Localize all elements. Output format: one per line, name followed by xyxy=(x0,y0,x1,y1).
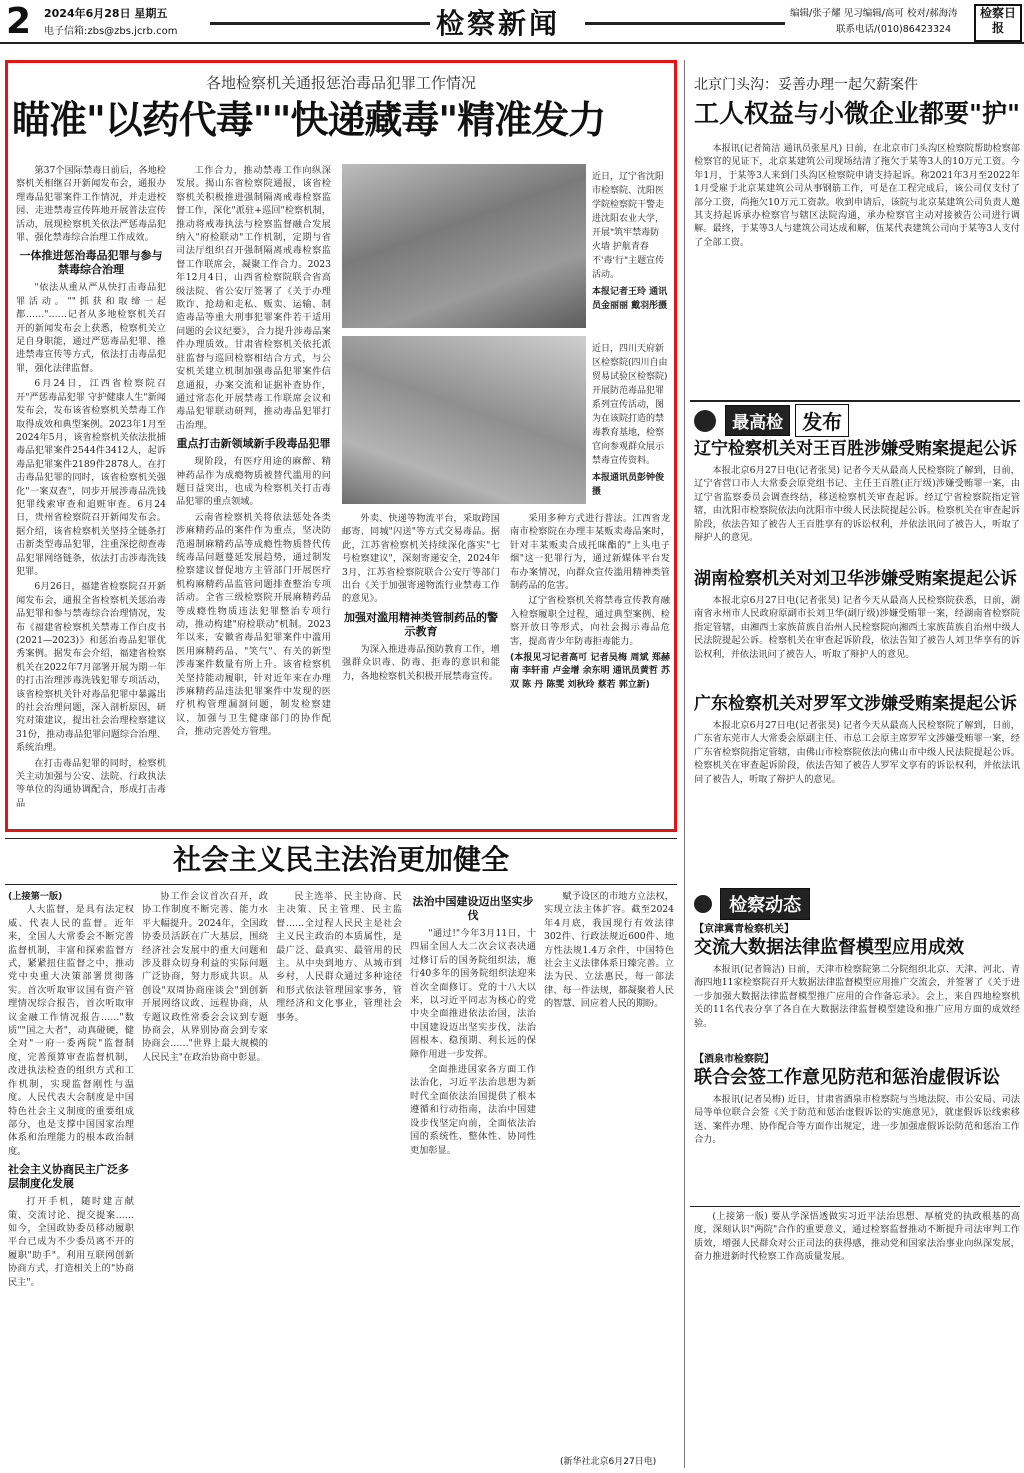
lead-kicker: 各地检察机关通报惩治毒品犯罪工作情况 xyxy=(205,74,476,92)
prosecutor-emblem-icon xyxy=(694,895,712,913)
zuigaojian-item-body xyxy=(694,464,1020,544)
zuigaojian-list xyxy=(694,438,1020,823)
lead-byline: (本报见习记者高可 记者吴梅 周斌 郑赫南 李轩甫 卢金增 余东明 通讯员黄哲 苏双 陈 丹 陈雯 刘秋玲 蔡若 郭立新) xyxy=(510,653,670,690)
lead-subhead: 加强对滥用精神类管制药品的警示教育 xyxy=(344,610,498,638)
lead-col-1 xyxy=(16,164,166,824)
editorial-credit: (新华社北京6月27日电) xyxy=(560,1457,657,1467)
photo-caption-text: 近日，辽宁省沈阳市检察院、沈阳医学院检察院干警走进沈阳农业大学，开展"筑牢禁毒防火墙 护航青春不'毒'行"主题宣传活动。 xyxy=(592,172,665,280)
dongtai-item xyxy=(694,920,1020,1050)
zuigaojian-item xyxy=(694,438,1020,568)
date-line: 2024年6月28日 星期五 xyxy=(44,7,168,20)
editorial-col-1 xyxy=(8,890,134,1468)
zuigaojian-paragraph: 本报北京6月27日电(记者张昊) 记者今天从最高人民检察院了解到，日前，辽宁省营口市人大常委会原党组书记、主任王百胜(正厅级)涉嫌受贿罪一案，由辽宁省监察委员会调查终结，移送检察机关审查起诉。经辽宁省检察院指定管辖，由沈阳市检察院依法向沈阳市中级人民法院提起公诉。检察机关在审查起诉阶段，依法告知了被告人王百胜享有的诉讼权利，并依法讯问了被告人，听取了辩护人的意见。 xyxy=(694,465,1020,544)
right-top-paragraph: 本报讯(记者简洁 通讯员张星凡) 日前，在北京市门头沟区检察院帮助检察部检察官的见证下，北京某建筑公司现场结清了拖欠于某等3人的10万元工资。今年1月，于某等3人来到门头沟区检察院申请支持起诉。称2021年3月至2022年1月受雇于北京某建筑公司从事钢筋工作，可是在工程完成后，该公司仅支付了部分工资，尚拖欠10万元工资款。收到申请后，该院与北京某建筑公司负责人邀其支持起诉承办检察官与辖区法院沟通，承办检察官主动对接被告公司进行调解。最终，于某等3人与建筑公司达成和解，伍某代表建筑公司向于某等3人支付了全部工资。 xyxy=(694,143,1020,248)
masthead-bottom-rule xyxy=(0,42,1024,44)
photo-credit: 本报通讯员彭钟俊摄 xyxy=(592,473,665,497)
newspaper-logo xyxy=(974,4,1022,42)
zuigaojian-item-body xyxy=(694,719,1020,786)
photo-credit: 本报记者王玲 通讯员金丽丽 戴羽彤摄 xyxy=(592,287,668,311)
logo-text: 检察日报 xyxy=(979,6,1016,35)
lead-paragraph: 辽宁省检察机关将禁毒宣传教育融入检察履职全过程，通过典型案例、检察开放日等形式，向社会揭示毒品危害，提高青少年防毒拒毒能力。 xyxy=(510,595,670,647)
editorial-headline: 社会主义民主法治更加健全 xyxy=(172,843,509,876)
lead-paragraph: 第37个国际禁毒日前后，各地检察机关相继召开新闻发布会，通报办理毒品犯罪案件工作情况，并走进校园、走进禁毒宣传阵地开展普法宣传活动，展现检察机关依法严惩毒品犯罪、强化禁毒综合治理工作成效。 xyxy=(16,165,166,244)
zuigaojian-paragraph: 本报北京6月27日电(记者张昊) 记者今天从最高人民检察院获悉，日前，湖南省永州市人民政府原副市长刘卫华(副厅级)涉嫌受贿罪一案，经湖南省检察院指定管辖，由湘西土家族苗族自治州人民检察院向湘西土家族苗族自治州中级人民法院提起公诉。检察机关在审查起诉阶段，依法告知了被告人刘卫华享有的诉讼权利，并依法讯问了被告人，听取了辩护人的意见。 xyxy=(694,595,1020,660)
right-top-headline: 工人权益与小微企业都要"护" xyxy=(694,99,1021,128)
zuigaojian-item xyxy=(694,568,1020,693)
editorial-paragraph: 打开手机，随时建言献策、交流讨论、提交提案……如今，全国政协委员移动履职平台已成为不少委员离不开的履职"助手"。利用互联网创新协商方式，打造相关上的"协商民主"。 xyxy=(8,1196,134,1288)
dongtai-title: 交流大数据法律监督模型应用成效 xyxy=(694,937,964,958)
lead-col-2 xyxy=(176,164,331,824)
lead-paragraph: "依法从重从严从快打击毒品犯罪活动。""抓获和取缔一起都……"……记者从多地检察机关召开的新闻发布会上获悉，检察机关立足自身职能，通过严惩毒品犯罪、推进禁毒宣传等方式，依法打击毒品犯罪，强化法律监督。 xyxy=(16,282,166,374)
editorial-rule-top xyxy=(5,838,677,839)
masthead-rule-left xyxy=(210,22,430,25)
zuigaojian-tag: 最高检 xyxy=(725,405,790,436)
email-line: 电子信箱:zbs@zbs.jcrb.com xyxy=(44,26,178,37)
continued-article xyxy=(694,1210,1020,1468)
editorial-paragraph: 协工作会议首次召开，政协工作制度不断完善、能力水平大幅提升。2024年，全国政协委员活跃在广大基层，围绕经济社会发展中的重大问题和涉及群众切身利益的实际问题广泛协商，努力形成共识。从创设"双周协商座谈会"到创新开展网络议政、远程协商，从专题议政性常委会会议到专题协商会，从界别协商会到专家协商会……"世界上最大规模的人民民主"在政治协商中彰显。 xyxy=(142,891,268,1063)
editorial-col-4 xyxy=(544,890,674,1450)
jiancha-dongtai-tag: 检察动态 xyxy=(720,888,810,920)
lead-paragraph: 在打击毒品犯罪的同时，检察机关主动加强与公安、法院、行政执法等单位的沟通协调配合，形成打击毒品 xyxy=(16,757,166,809)
editors-line: 编辑/张子耀 见习编辑/高可 校对/郝海涛 xyxy=(790,8,958,19)
dongtai-source: 【酒泉市检察院】 xyxy=(694,1054,774,1065)
zuigaojian-rule xyxy=(690,400,1020,402)
lead-headline: 瞄准"以药代毒""快递藏毒"精准发力 xyxy=(12,97,606,142)
editorial-col-2 xyxy=(142,890,268,1468)
continued-paragraph: (上接第一版) 要从学深悟透做实习近平法治思想、厚植党的执政根基的高度，深刻认识"两院"合作的重要意义，通过检察监督推动不断提升司法审判工作质效，增强人民群众对公正司法的获得感，推动党和国家法治事业向纵深发展，奋力推进新时代检察工作高质量发展。 xyxy=(694,1211,1020,1263)
editorial-paragraph: 赋予设区的市地方立法权，实现立法主体扩容。截至2024年4月底，我国现行有效法律302件、行政法规近600件、地方性法规1.4万余件，中国特色社会主义法律体系日臻完善。立法为民、立法惠民，每一部法律、每一件法规，都凝聚着人民的智慧、回应着人民的期盼。 xyxy=(544,891,674,1010)
lead-col-4 xyxy=(510,512,670,824)
lead-paragraph: 为深入推进毒品预防教育工作，增强群众识毒、防毒、拒毒的意识和能力，各地检察机关积极开展禁毒宣传。 xyxy=(342,643,500,682)
lead-paragraph: 采用多种方式进行普法。江西省龙南市检察院在办理丰某贩卖毒品案时，针对丰某贩卖合成托咪酯的"上头电子烟"这一犯罪行为，通过新媒体平台发布办案情况，向群众宣传滥用精神类管制药品的危害。 xyxy=(510,513,670,592)
zuigaojian-item-title: 辽宁检察机关对王百胜涉嫌受贿案提起公诉 xyxy=(694,439,1017,459)
fabu-tag: 发布 xyxy=(795,404,849,437)
editorial-subhead: 社会主义协商民主广泛多层制度化发展 xyxy=(8,1163,129,1191)
dongtai-body xyxy=(694,1093,1020,1147)
phone-line: 联系电话/(010)86423324 xyxy=(836,24,952,35)
dongtai-title: 联合会签工作意见防范和惩治虚假诉讼 xyxy=(694,1067,1000,1088)
editorial-from-line: (上接第一版) xyxy=(8,891,63,902)
editorial-paragraph: 民主选举、民主协商、民主决策、民主管理、民主监督……全过程人民民主是社会主义民主政治的本质属性，是最广泛、最真实、最管用的民主。从中央到地方、从城市到乡村，人民群众通过多种途径和形式依法管理国家事务，管理经济和文化事业，管理社会事务。 xyxy=(276,891,402,1023)
editorial-subhead: 法治中国建设迈出坚实步伐 xyxy=(412,895,534,922)
lead-paragraph: 现阶段，有医疗用途的麻醉、精神药品作为成瘾物质被替代滥用的问题日益突出，也成为检察机关打击毒品犯罪的重点领域。 xyxy=(176,456,331,508)
right-top-kicker: 北京门头沟：妥善办理一起欠薪案件 xyxy=(694,77,918,93)
lead-subhead: 一体推进惩治毒品犯罪与参与禁毒综合治理 xyxy=(19,249,163,277)
editorial-paragraph: "通过!"今年3月11日，十四届全国人大二次会议表决通过修订后的国务院组织法，施行40多年的国务院组织法迎来首次全面修订。党的十八大以来，以习近平同志为核心的党中央全面推进依法治国，法治中国建设迈出坚实步伐，法治固根本、稳预期、利长远的保障作用进一步发挥。 xyxy=(410,928,536,1060)
zuigaojian-item xyxy=(694,693,1020,818)
zuigaojian-paragraph: 本报北京6月27日电(记者张昊) 记者今天从最高人民检察院了解到，日前，广东省东莞市人大常委会原副主任、市总工会原主席罗军文涉嫌受贿罪一案，经广东省检察院指定管辖，由佛山市检察院依法向佛山市中级人民法院提起公诉。检察机关在审查起诉阶段，依法告知了被告人罗军文享有的诉讼权利，并依法讯问了被告人，听取了辩护人的意见。 xyxy=(694,720,1020,785)
zuigaojian-item-body xyxy=(694,594,1020,661)
prosecutor-exhibit-photo xyxy=(342,336,586,504)
continued-rule xyxy=(690,1206,1020,1207)
zuigaojian-item-title: 广东检察机关对罗军文涉嫌受贿案提起公诉 xyxy=(694,694,1017,714)
jiancha-dongtai-banner xyxy=(694,888,810,920)
dongtai-body xyxy=(694,963,1020,1030)
dongtai-list xyxy=(694,920,1020,1200)
column-divider xyxy=(684,60,685,1468)
dongtai-paragraph: 本报讯(记者吴梅) 近日，甘肃省酒泉市检察院与当地法院、市公安局、司法局等单位联合会签《关于防范和惩治虚假诉讼的实施意见》，就虚假诉讼线索移送、案件办理、协作配合等方面作出规定，进一步加强虚假诉讼防范和惩治工作合力。 xyxy=(694,1094,1020,1146)
page-number: 2 xyxy=(6,1,32,42)
prosecutor-emblem-icon xyxy=(694,410,716,432)
editorial-col-3 xyxy=(276,890,402,1468)
editorial-paragraph: 人大监督，是具有法定权威、代表人民的监督。近年来，全国人大常委会不断完善监督机制，丰富和探索监督方式，紧紧扭住监督之中，推动党中央重大决策部署贯彻落实。首次听取审议国有资产管理情况综合报告，首次听取审议金融工作情况报告……"数质""国之大者"，动真碰硬，健全对"一府一委两院"监督制度，完善预算审查监督机制，改进执法检查的组织方式和工作机制，实现监督刚性与温度。人民代表大会制度是中国特色社会主义制度的重要组成部分，也是支撑中国国家治理体系和治理能力的根本政治制度。 xyxy=(8,904,134,1157)
lead-subhead: 重点打击新领域新手段毒品犯罪 xyxy=(176,437,331,451)
lead-paragraph: 云南省检察机关将依法惩处各类涉麻精药品的案件作为重点，坚决防范遏制麻精药品等成瘾性物质替代传统毒品问题蔓延发展趋势，通过制发检察建议督促地方主管部门开展医疗机构麻精药品监管问题排查整治专项活动。全省三级检察院开展麻精药品等成瘾性物质违法犯罪整治专项行动，推动构建"府检联动"机制。2023年以来，安徽省毒品犯罪案件中滥用医用麻精药品、"笑气"、有关的新型涉毒案件数量有所上升。该省检察机关坚持能动履职，针对近年来在办理涉麻精药品违法犯罪案件中发现的医疗机构管理漏洞问题，制发检察建议，加强与卫生健康部门的协作配合，推动完善处方管理。 xyxy=(176,511,331,738)
zuigaojian-item-title: 湖南检察机关对刘卫华涉嫌受贿案提起公诉 xyxy=(694,569,1017,589)
section-title: 检察新闻 xyxy=(436,7,561,40)
photo-caption xyxy=(592,342,668,512)
zuigaojian-banner xyxy=(694,404,849,432)
photo-caption-text: 近日，四川天府新区检察院(四川自由贸易试验区检察院)开展防范毒品犯罪系列宣传活动，图为在该院打造的禁毒教育基地，检察官向参观群众展示禁毒宣传资料。 xyxy=(592,344,668,466)
editorial-paragraph: 全面推进国家各方面工作法治化，习近平法治思想为新时代全面依法治国提供了根本遵循和行动指南，法治中国建设步伐坚定向前，全面依法治国的系统性、整体性、协同性更加彰显。 xyxy=(410,1064,536,1156)
editorial-rule-bottom xyxy=(5,884,677,885)
dongtai-item xyxy=(694,1050,1020,1190)
photo-caption xyxy=(592,170,668,334)
dongtai-paragraph: 本报讯(记者简洁) 日前，天津市检察院第二分院组织北京、天津、河北、青海四地11家检察院召开大数据法律监督模型应用推广交流会，并签署了《关于进一步加强大数据法律监督模型推广应用的合作备忘录》。会上，来自四地检察机关的11名代表分享了各自在大数据法律监督模型建设和推广应用方面的成效经验。 xyxy=(694,964,1020,1029)
editorial-col-3b xyxy=(410,890,536,1468)
drug-education-campus-photo xyxy=(342,164,586,328)
dongtai-source: 【京津冀青检察机关】 xyxy=(694,924,794,935)
lead-paragraph: 外卖、快递等物流平台，采取跨国邮寄、同城"闪送"等方式交易毒品。据此，江苏省检察机关持续深化落实"七号检察建议"，深刻寄递安全，2024年3月，江苏省检察院联合公安厅等部门出台《关于加强寄递物流行业禁毒工作的意见》。 xyxy=(342,513,500,605)
lead-col-3 xyxy=(342,512,500,824)
right-top-body xyxy=(694,142,1020,390)
lead-paragraph: 6月24日，江西省检察院召开"严惩毒品犯罪 守护健康人生"新闻发布会，发布该省检察机关禁毒工作取得成效和典型案例。2023年1月至2024年5月，该省检察机关依法批捕毒品犯罪案件2544件3412人，起诉毒品犯罪案件2189件2878人。在打击毒品犯罪的同时，该省检察机关强化"一案双查"，同步开展涉毒品洗钱犯罪线索审查和追赃审查。6月24日，贵州省检察院召开新闻发布会。据介绍，该省检察机关坚持全链条打击新类型毒品犯罪，注重深挖彻查毒品犯罪网络链条，依法打击涉毒洗钱犯罪。 xyxy=(16,378,166,577)
masthead-rule-right xyxy=(585,22,785,25)
lead-paragraph: 6月26日，福建省检察院召开新闻发布会，通报全省检察机关惩治毒品犯罪和参与禁毒综合治理情况，发布《福建省检察机关禁毒工作白皮书(2021—2023)》和惩治毒品犯罪优秀案例。据发布会介绍，福建省检察机关在2022年7月部署开展为期一年的打击治理涉毒洗钱犯罪专项活动，该省检察机关针对毒品犯罪中暴露出的社会治理问题，深入剖析原因，研究对策建议，提出社会治理检察建议31份，推动毒品犯罪问题综合治理、系统治理。 xyxy=(16,581,166,754)
lead-paragraph: 工作合力，推动禁毒工作向纵深发展。揭山东省检察院通报，该省检察机关积极推进强制隔离戒毒检察监督工作，深化"派驻+巡回"检察机制，推动将戒毒执法与检察监督融合发展纳入"府检联动"工作机制，定期与省司法厅组织召开强制隔离戒毒检察监督工作联席会，凝聚工作合力。2023年12月4日，山西省检察院联合省高级法院、省公安厅签署了《关于办理欺诈、抢劫和走私、贩卖、运输、制造毒品等重大刑事犯罪案件若干适用问题的会议纪要》，合力提升涉毒品案件办理质效。甘肃省检察机关依托派驻监督与巡回检察相结合方式，与公安机关建立机制加强毒品犯罪案件信息通报，办案交流和证据补查协作，通过常态化开展禁毒工作联席会议和毒品犯罪联动研判，推动毒品犯罪打击治理。 xyxy=(176,165,331,431)
